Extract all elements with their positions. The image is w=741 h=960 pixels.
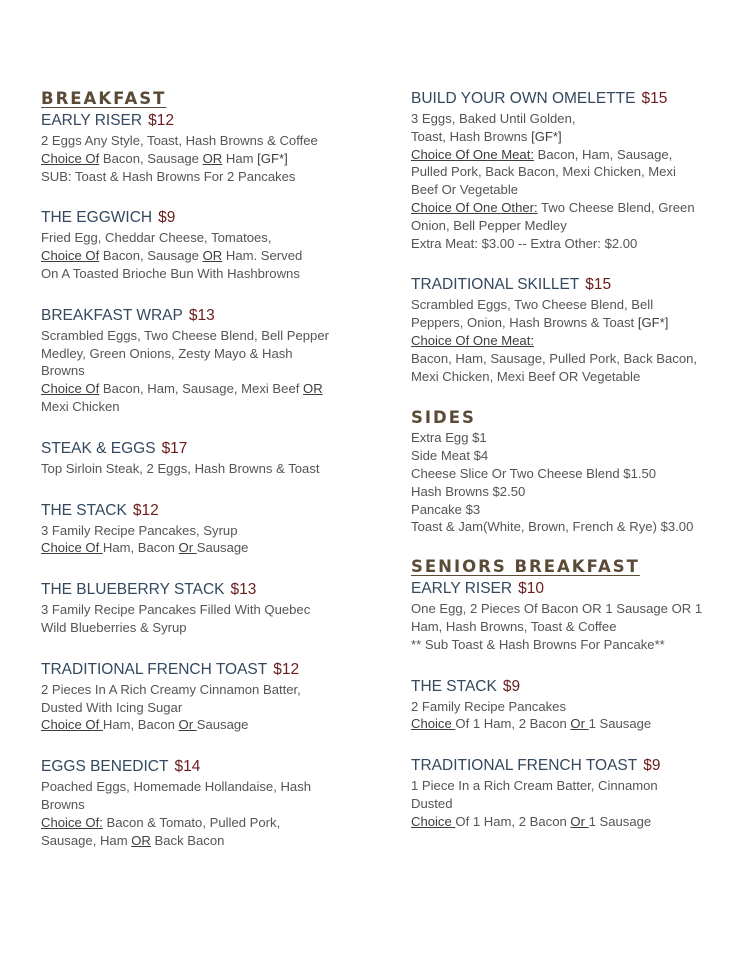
item-title: EARLY RISER $10 — [411, 580, 544, 598]
item-description: Mexi Chicken — [41, 398, 120, 414]
item-choice-line: Choice Of Bacon, Sausage OR Ham. Served — [41, 248, 303, 264]
item-title: THE STACK $9 — [411, 677, 521, 695]
item-choice-line: Choice Of Bacon, Sausage OR Ham [GF*] — [41, 150, 288, 166]
menu-item-seniors-french-toast — [411, 755, 711, 830]
item-price: $13 — [230, 581, 257, 599]
item-price: $12 — [273, 660, 300, 678]
item-description: On A Toasted Brioche Bun With Hashbrowns — [41, 265, 300, 281]
item-description: Beef Or Vegetable — [411, 182, 519, 198]
side-item: Hash Browns $2.50 — [411, 483, 526, 499]
item-description: Medley, Green Onions, Zesty Mayo & Hash — [41, 345, 293, 361]
item-price: $12 — [132, 501, 159, 519]
gluten-free-tag: [GF*] — [257, 150, 288, 166]
item-description: Ham, Hash Browns, Toast & Coffee — [411, 618, 617, 634]
item-title: STEAK & EGGS $17 — [41, 439, 188, 457]
menu-item-blueberry-stack — [41, 579, 341, 637]
menu-item-traditional-skillet — [411, 274, 711, 385]
item-description: Scrambled Eggs, Two Cheese Blend, Bell Pepper — [41, 327, 329, 343]
menu-item-early-riser — [41, 110, 341, 185]
item-title: TRADITIONAL FRENCH TOAST $9 — [411, 757, 661, 775]
item-price: $10 — [518, 580, 544, 598]
item-choice-line: Choice Of One Other: Two Cheese Blend, Green — [411, 199, 695, 215]
item-note: ** Sub Toast & Hash Browns For Pancake** — [411, 636, 665, 652]
item-description: One Egg, 2 Pieces Of Bacon OR 1 Sausage OR 1 — [411, 601, 703, 617]
item-title: THE EGGWICH $9 — [41, 209, 176, 227]
menu-item-eggwich — [41, 207, 341, 282]
section-title-sides: SIDES — [411, 408, 476, 428]
side-item: Cheese Slice Or Two Cheese Blend $1.50 — [411, 465, 657, 481]
item-price: $15 — [641, 90, 668, 107]
item-title: EGGS BENEDICT $14 — [41, 758, 201, 776]
item-description: Fried Egg, Cheddar Cheese, Tomatoes, — [41, 230, 272, 246]
item-description: Pulled Pork, Back Bacon, Mexi Chicken, Mexi — [411, 164, 676, 180]
menu-item-steak-eggs — [41, 438, 341, 478]
item-title: EARLY RISER $12 — [41, 112, 174, 129]
item-price: $17 — [161, 439, 188, 457]
item-description: Dusted — [411, 795, 453, 811]
menu-item-the-stack — [41, 500, 341, 558]
item-price: $9 — [502, 677, 521, 695]
item-choice-line: Choice Of One Meat: — [411, 332, 534, 348]
right-column — [411, 88, 711, 853]
item-title: BUILD YOUR OWN OMELETTE $15 — [411, 90, 668, 107]
item-price: $14 — [174, 758, 201, 776]
item-description: Top Sirloin Steak, 2 Eggs, Hash Browns & Toast — [41, 460, 320, 476]
item-price: $15 — [585, 276, 612, 294]
menu-item-omelette — [411, 88, 711, 252]
item-choice-line: Choice Of 1 Ham, 2 Bacon Or 1 Sausage — [411, 716, 652, 732]
menu-item-eggs-benedict — [41, 756, 341, 849]
item-title: THE BLUEBERRY STACK $13 — [41, 581, 257, 599]
item-choice-line: Choice Of Bacon, Ham, Sausage, Mexi Beef OR — [41, 381, 323, 397]
side-item: Pancake $3 — [411, 501, 481, 517]
item-description: Dusted With Icing Sugar — [41, 699, 183, 715]
menu-item-seniors-stack — [411, 676, 711, 734]
item-price: $12 — [148, 112, 174, 129]
item-extras: Extra Meat: $3.00 -- Extra Other: $2.00 — [411, 235, 638, 251]
item-description: Bacon, Ham, Sausage, Pulled Pork, Back Bacon, — [411, 350, 698, 366]
gluten-free-tag: [GF*] — [531, 128, 562, 144]
item-description: 2 Eggs Any Style, Toast, Hash Browns & Coffee — [41, 133, 318, 148]
item-description: 1 Piece In a Rich Cream Batter, Cinnamon — [411, 778, 658, 794]
item-description: Toast, Hash Browns [GF*] — [411, 128, 562, 144]
menu-item-breakfast-wrap — [41, 305, 341, 416]
item-description: Wild Blueberries & Syrup — [41, 619, 187, 635]
item-description: Mexi Chicken, Mexi Beef OR Vegetable — [411, 368, 641, 384]
item-price: $9 — [158, 209, 176, 227]
side-item: Side Meat $4 — [411, 448, 489, 464]
item-description: 3 Family Recipe Pancakes Filled With Quebec — [41, 602, 311, 618]
item-choice-line: Choice Of One Meat: Bacon, Ham, Sausage, — [411, 146, 673, 162]
section-title-seniors-breakfast: SENIORS BREAKFAST — [411, 557, 640, 577]
item-description: Browns — [41, 363, 85, 379]
menu-item-seniors-early-riser — [411, 578, 711, 653]
item-title: THE STACK $12 — [41, 501, 159, 519]
item-choice-line: Sausage, Ham OR Back Bacon — [41, 832, 225, 848]
section-title-breakfast: BREAKFAST — [41, 89, 167, 108]
item-choice-line: Choice Of: Bacon & Tomato, Pulled Pork, — [41, 814, 281, 830]
item-description: 3 Family Recipe Pancakes, Syrup — [41, 522, 238, 538]
item-description: Onion, Bell Pepper Medley — [411, 217, 567, 233]
item-note: SUB: Toast & Hash Browns For 2 Pancakes — [41, 168, 296, 184]
menu-item-french-toast — [41, 659, 341, 734]
side-item: Extra Egg $1 — [411, 430, 487, 446]
item-title: BREAKFAST WRAP $13 — [41, 306, 215, 324]
item-description: Browns — [41, 796, 85, 812]
sides-section — [411, 407, 711, 536]
item-title: TRADITIONAL FRENCH TOAST $12 — [41, 660, 300, 678]
item-price: $9 — [643, 757, 661, 775]
item-price: $13 — [188, 306, 215, 324]
item-description: Poached Eggs, Homemade Hollandaise, Hash — [41, 779, 312, 795]
item-description: Scrambled Eggs, Two Cheese Blend, Bell — [411, 297, 654, 313]
item-choice-line: Choice Of Ham, Bacon Or Sausage — [41, 540, 249, 556]
item-title: TRADITIONAL SKILLET $15 — [411, 276, 612, 294]
item-description: 3 Eggs, Baked Until Golden, — [411, 111, 576, 126]
side-item: Toast & Jam(White, Brown, French & Rye) $3.00 — [411, 519, 694, 535]
gluten-free-tag: [GF*] — [637, 315, 669, 331]
item-description: Peppers, Onion, Hash Browns & Toast [GF*] — [411, 315, 669, 331]
item-description: 2 Pieces In A Rich Creamy Cinnamon Batter, — [41, 681, 301, 697]
item-choice-line: Choice Of 1 Ham, 2 Bacon Or 1 Sausage — [411, 813, 652, 829]
left-column — [41, 88, 341, 871]
item-description: 2 Family Recipe Pancakes — [411, 698, 567, 714]
item-choice-line: Choice Of Ham, Bacon Or Sausage — [41, 717, 249, 733]
